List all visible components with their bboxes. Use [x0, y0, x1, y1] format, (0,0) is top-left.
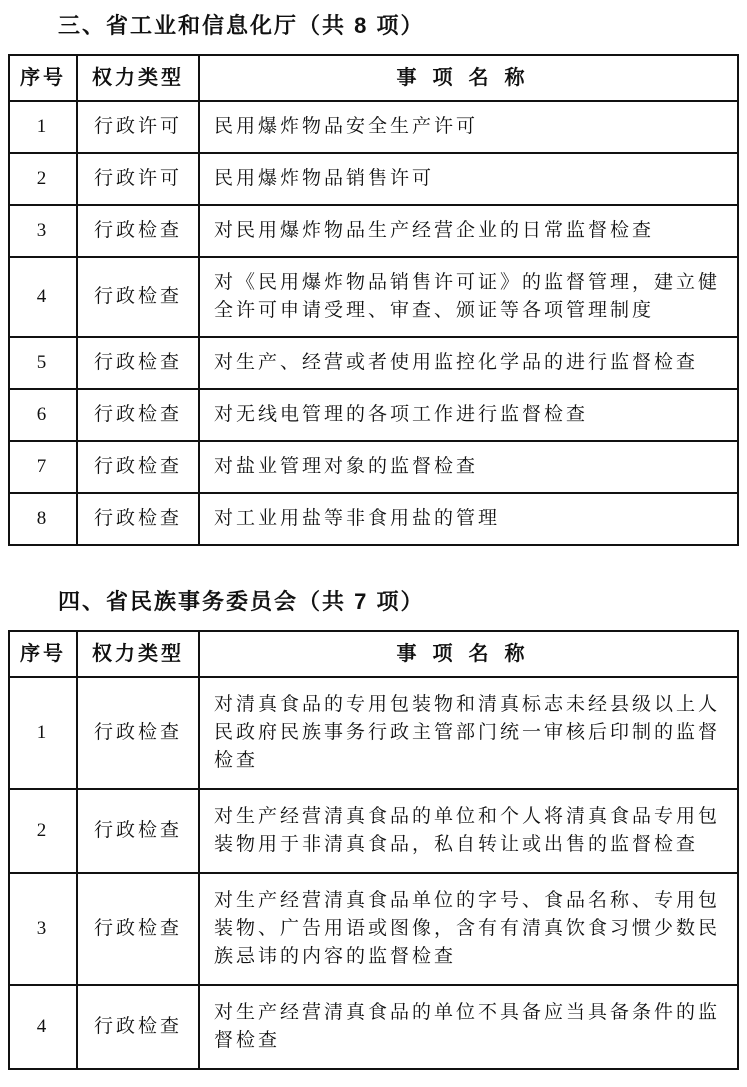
header-item-name: 事项名称 — [199, 55, 738, 101]
section-industry-and-it-dept — [8, 8, 739, 546]
table-row — [9, 677, 738, 789]
power-type-cell: 行政检查 — [77, 493, 199, 545]
power-type-cell: 行政许可 — [77, 101, 199, 153]
power-type-cell: 行政检查 — [77, 257, 199, 337]
serial-number-cell: 7 — [9, 441, 77, 493]
serial-number-cell: 3 — [9, 205, 77, 257]
table-row — [9, 257, 738, 337]
table-row — [9, 101, 738, 153]
header-serial-number: 序号 — [9, 55, 77, 101]
table-header-row — [9, 631, 738, 677]
power-type-cell: 行政检查 — [77, 389, 199, 441]
item-name-cell: 对生产经营清真食品的单位和个人将清真食品专用包装物用于非清真食品，私自转让或出售的监督检查 — [199, 789, 738, 873]
table-row — [9, 389, 738, 441]
serial-number-cell: 1 — [9, 677, 77, 789]
item-name-cell: 对清真食品的专用包装物和清真标志未经县级以上人民政府民族事务行政主管部门统一审核后印制的监督检查 — [199, 677, 738, 789]
header-power-type: 权力类型 — [77, 55, 199, 101]
serial-number-cell: 4 — [9, 257, 77, 337]
serial-number-cell: 4 — [9, 985, 77, 1069]
item-name-cell: 对生产经营清真食品单位的字号、食品名称、专用包装物、广告用语或图像，含有有清真饮食习惯少数民族忌讳的内容的监督检查 — [199, 873, 738, 985]
serial-number-cell: 8 — [9, 493, 77, 545]
power-type-cell: 行政检查 — [77, 985, 199, 1069]
table-row — [9, 337, 738, 389]
section-title: 四、省民族事务委员会（共 7 项） — [58, 589, 425, 614]
power-type-cell: 行政检查 — [77, 337, 199, 389]
section-title: 三、省工业和信息化厅（共 8 项） — [58, 13, 425, 38]
table-row — [9, 153, 738, 205]
table-header-row — [9, 55, 738, 101]
item-name-cell: 民用爆炸物品销售许可 — [199, 153, 738, 205]
item-name-cell: 民用爆炸物品安全生产许可 — [199, 101, 738, 153]
serial-number-cell: 3 — [9, 873, 77, 985]
header-serial-number: 序号 — [9, 631, 77, 677]
serial-number-cell: 6 — [9, 389, 77, 441]
table-row — [9, 985, 738, 1069]
table-row — [9, 493, 738, 545]
serial-number-cell: 1 — [9, 101, 77, 153]
power-items-table — [8, 54, 739, 546]
item-name-cell: 对盐业管理对象的监督检查 — [199, 441, 738, 493]
serial-number-cell: 2 — [9, 789, 77, 873]
item-name-cell: 对《民用爆炸物品销售许可证》的监督管理，建立健全许可申请受理、审查、颁证等各项管理制度 — [199, 257, 738, 337]
serial-number-cell: 2 — [9, 153, 77, 205]
table-row — [9, 205, 738, 257]
section-ethnic-affairs-commission — [8, 584, 739, 1070]
table-row — [9, 789, 738, 873]
item-name-cell: 对生产经营清真食品的单位不具备应当具备条件的监督检查 — [199, 985, 738, 1069]
item-name-cell: 对工业用盐等非食用盐的管理 — [199, 493, 738, 545]
header-power-type: 权力类型 — [77, 631, 199, 677]
power-type-cell: 行政检查 — [77, 205, 199, 257]
item-name-cell: 对生产、经营或者使用监控化学品的进行监督检查 — [199, 337, 738, 389]
table-row — [9, 873, 738, 985]
serial-number-cell: 5 — [9, 337, 77, 389]
power-type-cell: 行政检查 — [77, 873, 199, 985]
item-name-cell: 对民用爆炸物品生产经营企业的日常监督检查 — [199, 205, 738, 257]
power-type-cell: 行政许可 — [77, 153, 199, 205]
power-items-table — [8, 630, 739, 1070]
table-row — [9, 441, 738, 493]
header-item-name: 事项名称 — [199, 631, 738, 677]
item-name-cell: 对无线电管理的各项工作进行监督检查 — [199, 389, 738, 441]
power-type-cell: 行政检查 — [77, 677, 199, 789]
power-type-cell: 行政检查 — [77, 441, 199, 493]
power-type-cell: 行政检查 — [77, 789, 199, 873]
